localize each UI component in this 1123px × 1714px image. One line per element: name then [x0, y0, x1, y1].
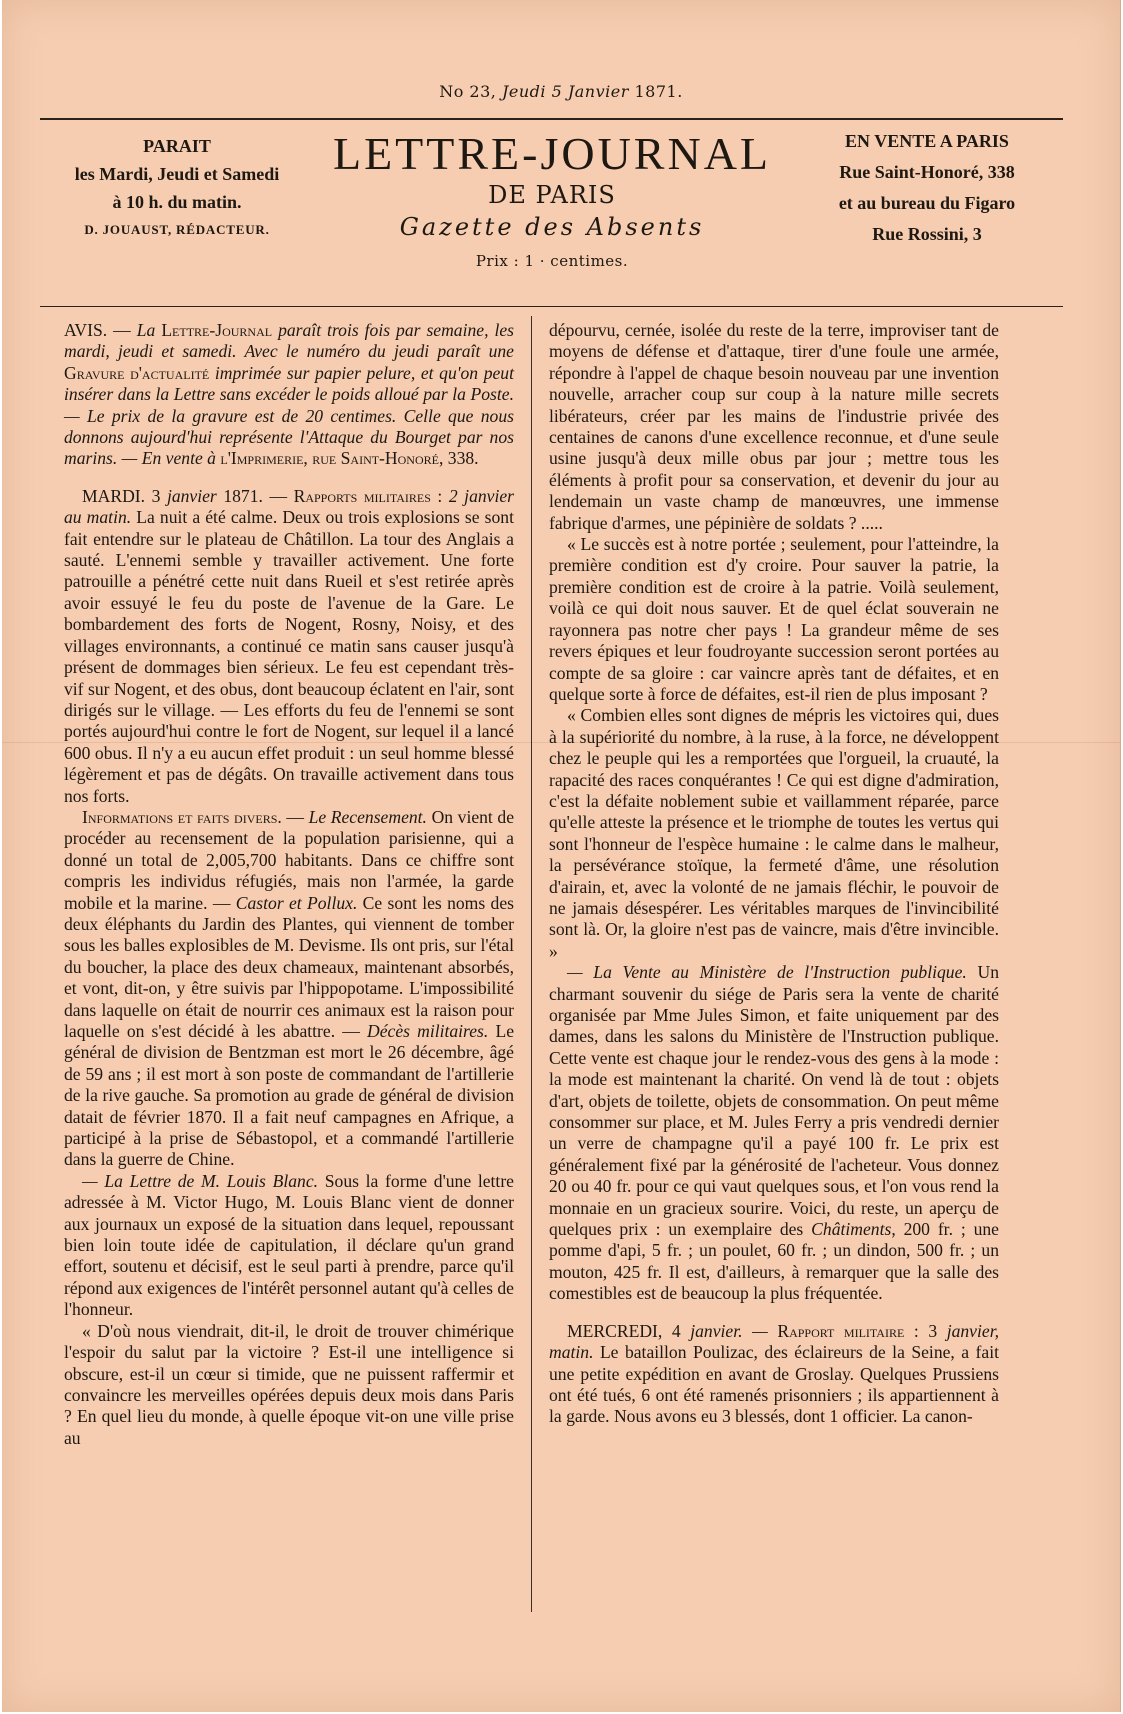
sale-office: et au bureau du Figaro: [838, 193, 1016, 213]
sale-address-2: Rue Rossini, 3: [872, 224, 982, 244]
vente-paragraph: — La Vente au Ministère de l'Instruction publique. Un charmant souvenir du siége de Paris sera la vente de charité organisée par Mme Jules Simon, et faite uniquement par des dames, dans les salons du Ministère de l'Instruction publique. Cette vente est chaque jour le rendez-vous des gens à la mode : la mode est maintenant la charité. On vend là de tout : objets d'art, objets de toilette, objets de consommation. On peut même consommer sur place, et M. Jules Ferry a pris vendredi dernier un verre de champagne qu'il a payé 100 fr. Le prix est généralement fixé par la générosité de l'acheteur. Vous donnez 20 ou 40 fr. pour ce qui vaut quelques sous, et l'on vous rend la monnaie en un gracieux sourire. Voici, du reste, un aperçu de quelques prix : un exemplaire des Châtiments, 200 fr. ; une pomme d'api, 5 fr. ; un poulet, 60 fr. ; un dindon, 500 fr. ; un mouton, 425 fr. Il est, d'ailleurs, à remarquer que la salle des comestibles est de beaucoup la plus fréquentée.: [549, 962, 999, 1304]
left-column: [64, 320, 514, 1449]
publish-days: les Mardi, Jeudi et Samedi: [74, 164, 280, 184]
quote-continued: dépourvu, cernée, isolée du reste de la terre, improviser tant de moyens de défense et d'attaque, tirer d'une foule une armée, répondre à l'appel de chaque besoin nouveau par une invention nouvelle, arracher coup sur coup à la nature mille secrets libérateurs, créer par les mains de l'industrie privée des centaines de canons d'une excellence reconnue, et d'une seule usine jusqu'à deux mille obus par jour ; mettre tous les éléments à profit pour sa conservation, et devenir du jour au lendemain un vaste champ de manœuvres, une immense fabrique d'armes, une pépinière de soldats ? .....: [549, 320, 999, 533]
masthead-center: [302, 128, 802, 270]
sale-address-1: Rue Saint-Honoré, 338: [839, 162, 1015, 182]
mercredi-report: MERCREDI, 4 janvier. — Rapport militaire : 3 janvier, matin. Le bataillon Poulizac, des éclaireurs de la Seine, a fait une petite expédition en avant de Groslay. Quelques Prussiens ont été tués, 6 ont été ramenés prisonniers ; ils appartiennent à la garde. Nous avons eu 3 blessés, dont 1 officier. La canon-: [549, 1320, 999, 1427]
masthead-bottom-rule: [40, 306, 1063, 307]
publish-time: à 10 h. du matin.: [112, 192, 242, 212]
publish-label: PARAIT: [143, 136, 211, 156]
newspaper-title: LETTRE-JOURNAL: [332, 128, 772, 179]
mardi-report: MARDI. 3 janvier 1871. — Rapports militaires : 2 janvier au matin. La nuit a été calme. Deux ou trois explosions se sont fait entendre sur le plateau de Châtillon. La tour des Anglais a sauté. L'ennemi semble y travailler activement. Une forte patrouille a pénétré cette nuit dans Rueil et s'est retirée après avoir essuyé le feu du poste de l'avenue de la Gare. Le bombardement des forts de Nogent, Rosny, Noisy, et des villages environnants, a continué ce matin sans causer jusqu'à présent de dommages bien sérieux. Le feu est cependant très-vif sur Nogent, et des obus, dont beaucoup éclatent en l'air, sont dirigés sur le village. — Les efforts du feu de l'ennemi se sont portés aujourd'hui contre le fort de Nogent, sur lequel il a lancé 600 obus. Il n'y a eu aucun effet produit : un seul homme blessé légèrement et pas de dégâts. On travaille activement dans tous nos forts.: [64, 485, 515, 806]
column-divider: [531, 316, 532, 1612]
editor-credit: D. JOUAUST, RÉDACTEUR.: [84, 222, 270, 237]
sale-label: EN VENTE A PARIS: [845, 131, 1009, 151]
masthead-top-rule: [40, 118, 1063, 120]
quote-victories: « Combien elles sont dignes de mépris les victoires qui, dues à la supériorité du nombre, à la ruse, à la force, ne développent chez le peuple qui les a remportées que l'orgueil, la cruauté, la rapacité des races conquérantes ! Ce qui est digne d'admiration, c'est la défaite noblement subie et vaillamment réparée, parce qu'elle atteste la présence et le triomphe de toutes les vertus qui sont l'honneur de l'espèce humaine : le calme dans le malheur, la persévérance stoïque, la fermeté d'âme, une résolution d'airain, et, avec la volonté de ne jamais fléchir, le pouvoir de ne jamais désespérer. Les véritables marques de l'invincibilité sont là. Or, la gloire n'est pas de vaincre, mais d'être invincible. »: [549, 705, 999, 961]
newspaper-tagline: Gazette des Absents: [399, 213, 705, 241]
avis-paragraph: AVIS. — La Lettre-Journal paraît trois fois par semaine, les mardi, jeudi et samedi. Avec le numéro du jeudi paraît une Gravure d'actualité imprimée sur papier pelure, et qu'on peut insérer dans la Lettre sans excéder le poids alloué par la Poste. — Le prix de la gravure est de 20 centimes. Celle que nous donnons aujourd'hui représente l'Attaque du Bourget par nos marins. — En vente à l'Imprimerie, rue Saint-Honoré, 338.: [64, 320, 515, 469]
quote-success: « Le succès est à notre portée ; seulement, pour l'atteindre, la première condition est d'y croire. Pour sauver la patrie, la première condition est de croire à la patrie. Voilà seulement, voilà ce qui doit nous sauver. Et de quel éclat souverain ne rayonnera pas notre cher pays ! La grandeur même de ses revers épiques et leur foudroyante succession seront portées au compte de sa gloire : car vaincre après tant de défaites, et en quelque sorte à force de défaites, est-il rien de plus imposant ?: [549, 534, 999, 704]
price-line: Prix : 1 · centimes.: [475, 252, 629, 270]
right-column: [549, 320, 999, 1428]
masthead-right: [792, 126, 1062, 250]
issue-number: No 23,: [439, 82, 497, 101]
issue-year: 1871.: [634, 82, 683, 101]
quote-paragraph: « D'où nous viendrait, dit-il, le droit de trouver chimérique l'espoir du salut par la victoire ? Est-il une intelligence si obscure, est-il un cœur si timide, que ne puissent raffermir et convaincre les merveilles opérées depuis deux mois dans Paris ? En quel lieu du monde, à quelle époque vit-on une ville prise au: [64, 1320, 514, 1448]
info-paragraph: Informations et faits divers. — Le Recensement. On vient de procéder au recensement de la population parisienne, qui a donné un total de 2,005,700 habitants. Dans ce chiffre sont compris les individus réfugiés, mais non l'armée, la garde mobile et la marine. — Castor et Pollux. Ce sont les noms des deux éléphants du Jardin des Plantes, qui viennent de tomber sous les balles explosibles de M. Devisme. Ils ont pris, sur l'étal du boucher, la place des deux chameaux, maintenant absorbés, et vont, dit-on, y être suivis par l'hippopotame. L'impossibilité dans laquelle on était de nourrir ces animaux est la raison pour laquelle on s'est décidé à les abattre. — Décès militaires. Le général de division de Bentzman est mort le 26 décembre, âgé de 59 ans ; il est mort à son poste de commandant de l'artillerie de la rive gauche. Sa promotion au grade de général de division datait de février 1870. Il a fait neuf campagnes en Afrique, a participé à la prise de Sébastopol, et a commandé l'artillerie dans la guerre de Chine.: [64, 806, 515, 1170]
newspaper-page: [2, 0, 1121, 1712]
issue-line: [2, 82, 1120, 101]
newspaper-subtitle: DE PARIS: [488, 181, 616, 209]
issue-date: Jeudi 5 Janvier: [501, 82, 629, 101]
louis-blanc-paragraph: — La Lettre de M. Louis Blanc. Sous la forme d'une lettre adressée à M. Victor Hugo, M. Louis Blanc vient de donner aux journaux un exposé de la situation dans lequel, repoussant bien loin toute idée de capitulation, il déclare qu'un grand effort, soutenu et décisif, est le seul parti à prendre, parce qu'il répond aux exigences de l'intérêt personnel autant qu'à celles de l'honneur.: [64, 1170, 514, 1320]
masthead-left: [52, 132, 302, 244]
